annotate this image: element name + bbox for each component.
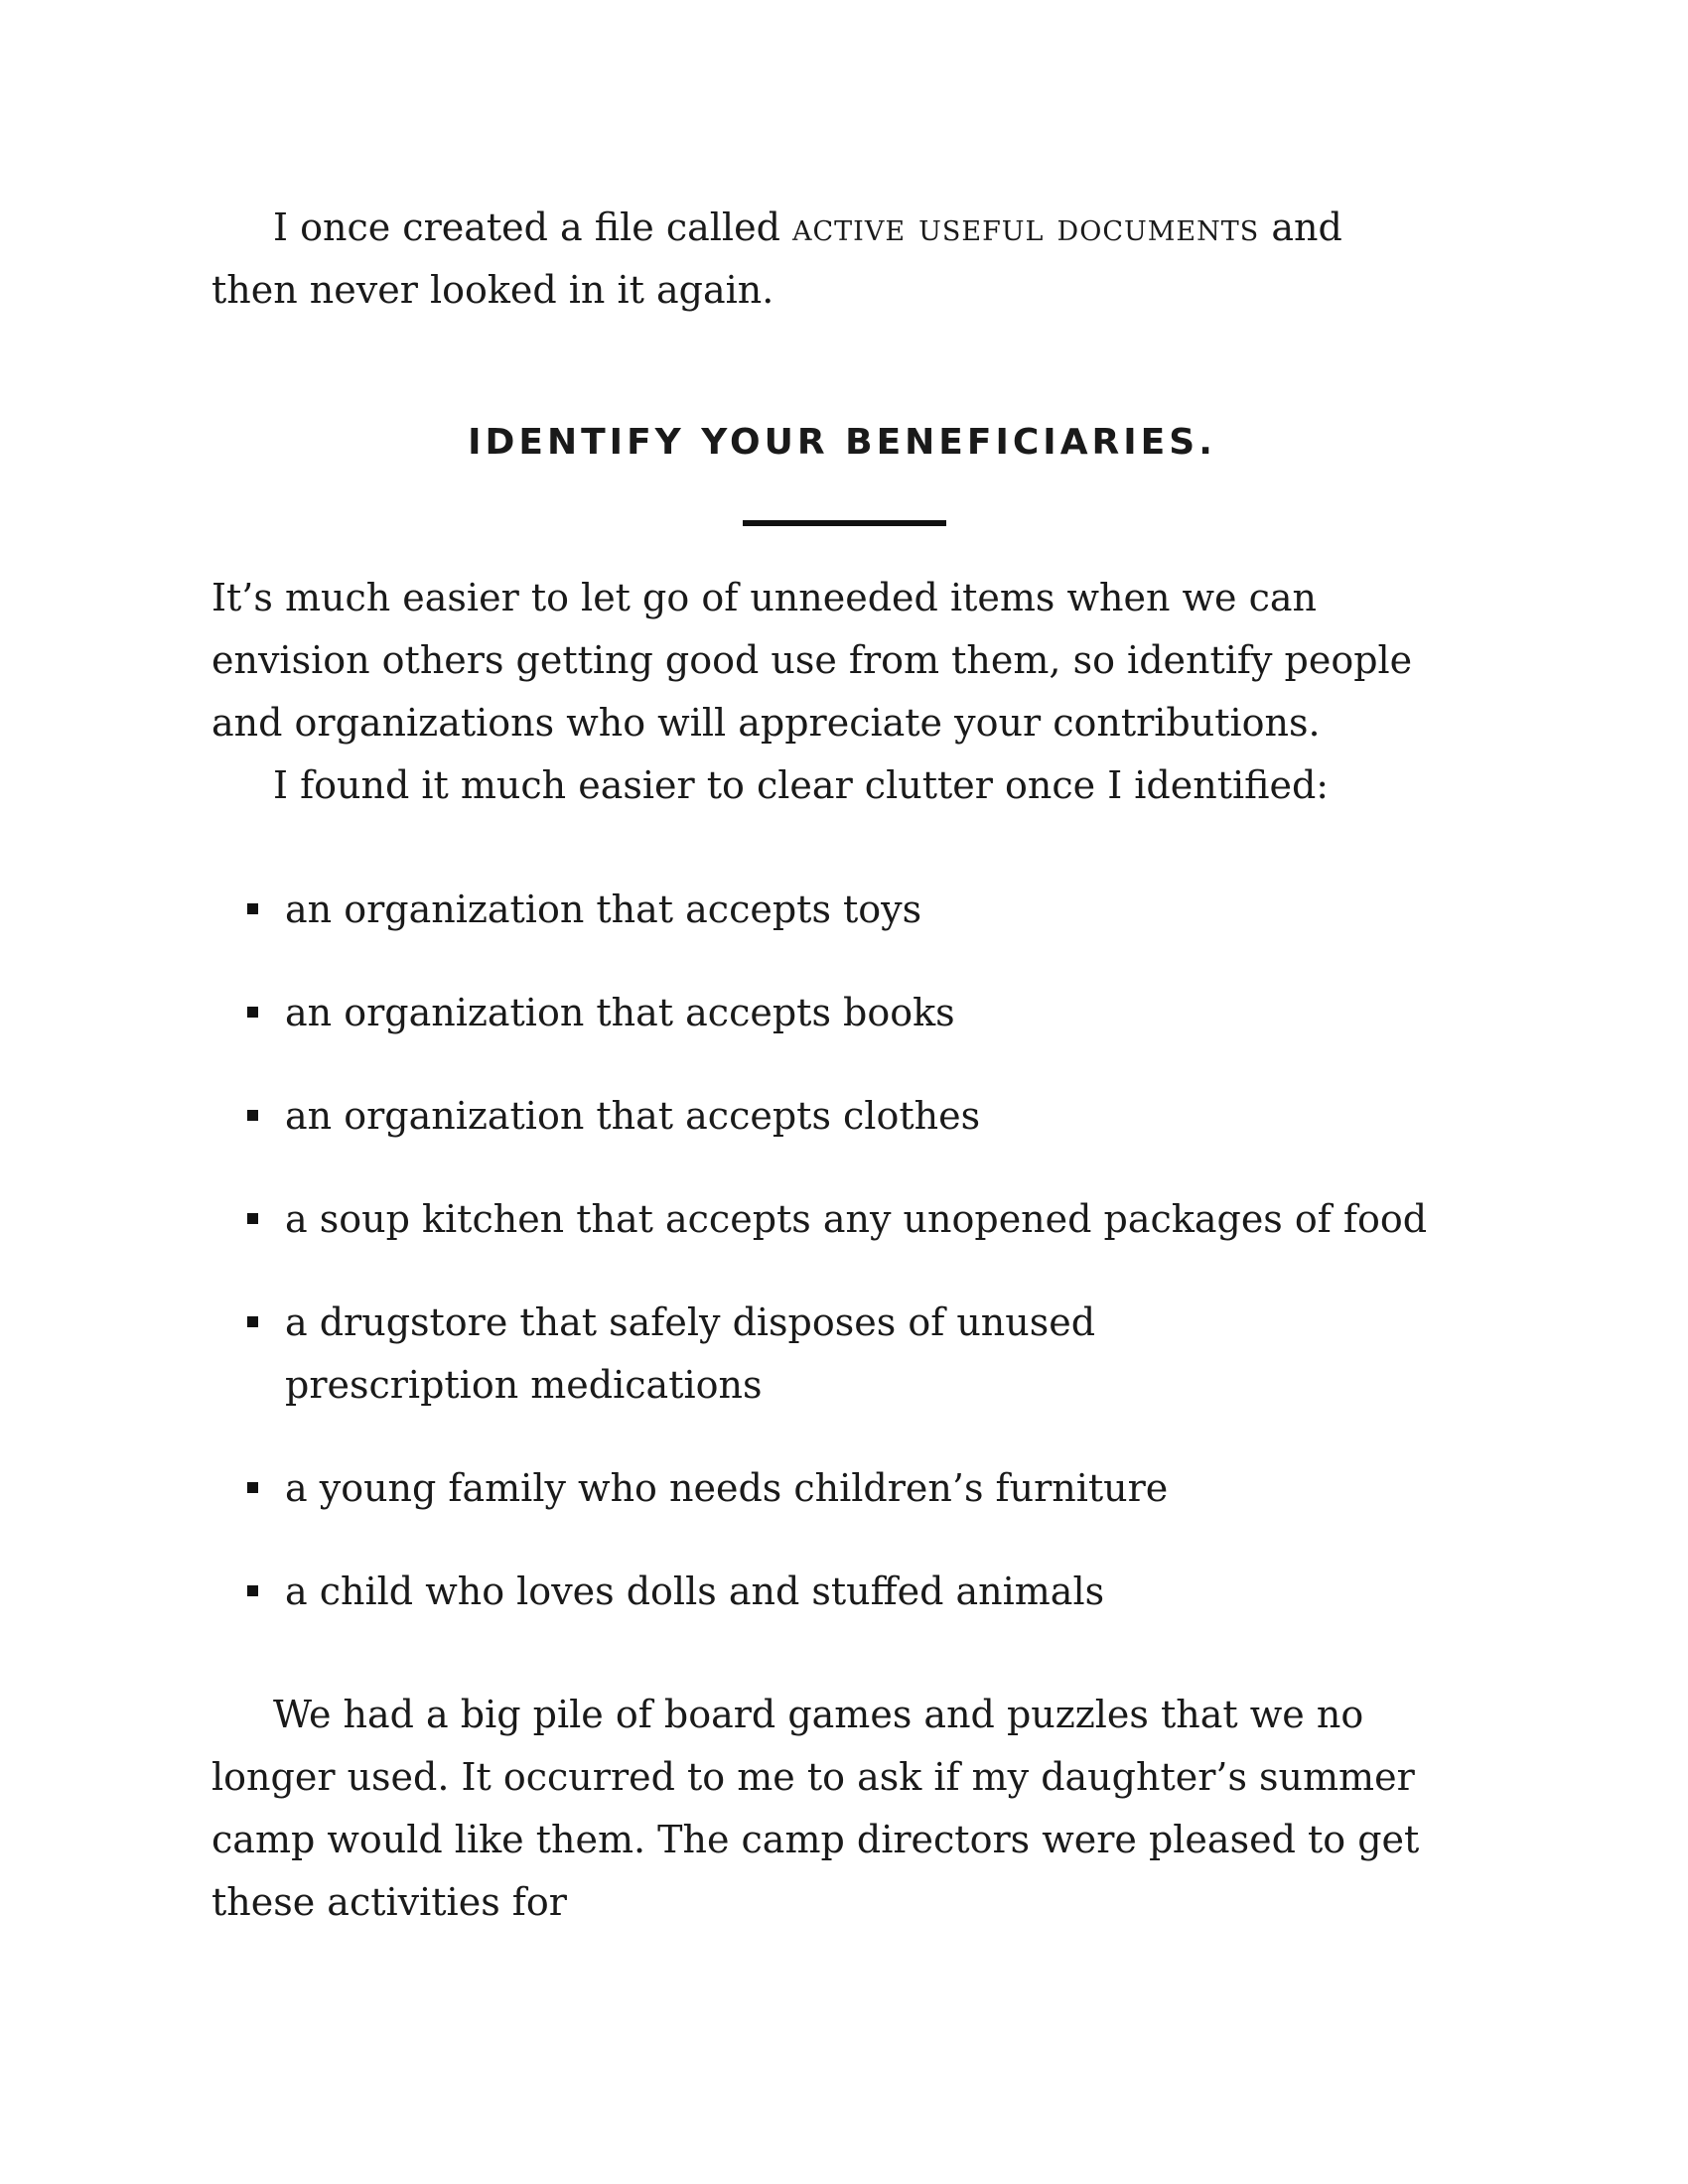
square-bullet-icon [247, 1110, 258, 1121]
list-item [285, 879, 1437, 941]
list-item-text: a young family who needs children’s furniture [285, 1466, 1169, 1510]
square-bullet-icon [247, 1482, 258, 1493]
list-item [285, 1457, 1437, 1520]
body-paragraph-2: I found it much easier to clear clutter once I identified: [273, 763, 1330, 807]
intro-paragraph [211, 197, 1433, 322]
file-name-small-caps: active useful documents [791, 205, 1260, 249]
square-bullet-icon [247, 1316, 258, 1327]
list-item [285, 1085, 1437, 1148]
square-bullet-icon [247, 1007, 258, 1018]
list-item [285, 1188, 1437, 1251]
list-item-text: a child who loves dolls and stuffed animals [285, 1570, 1105, 1613]
list-item-text: a drugstore that safely disposes of unused prescription medications [285, 1300, 1096, 1407]
list-item-text: an organization that accepts books [285, 991, 955, 1034]
list-item-text: a soup kitchen that accepts any unopened packages of food [285, 1197, 1428, 1241]
heading-divider [743, 520, 946, 526]
intro-text-after: and then never looked in it again. [211, 205, 1342, 312]
square-bullet-icon [247, 1585, 258, 1596]
list-item-text: an organization that accepts toys [285, 887, 922, 931]
body-paragraph-3: We had a big pile of board games and puzzles that we no longer used. It occurred to me to ask if my daughter’s summer camp would like them. The camp directors were pleased to get these activities for [211, 1693, 1420, 1924]
section-heading: IDENTIFY YOUR BENEFICIARIES. [468, 422, 1216, 463]
intro-text-before: I once created a file called [273, 205, 792, 249]
square-bullet-icon [247, 903, 258, 914]
body-paragraph-1: It’s much easier to let go of unneeded items when we can envision others getting good use from them, so identify people and organizations who will appreciate your contributions. [211, 576, 1413, 745]
list-item [285, 1292, 1278, 1417]
page [211, 0, 1443, 2184]
list-item [285, 982, 1437, 1044]
list-item-text: an organization that accepts clothes [285, 1094, 981, 1138]
list-item [285, 1561, 1437, 1623]
square-bullet-icon [247, 1213, 258, 1224]
